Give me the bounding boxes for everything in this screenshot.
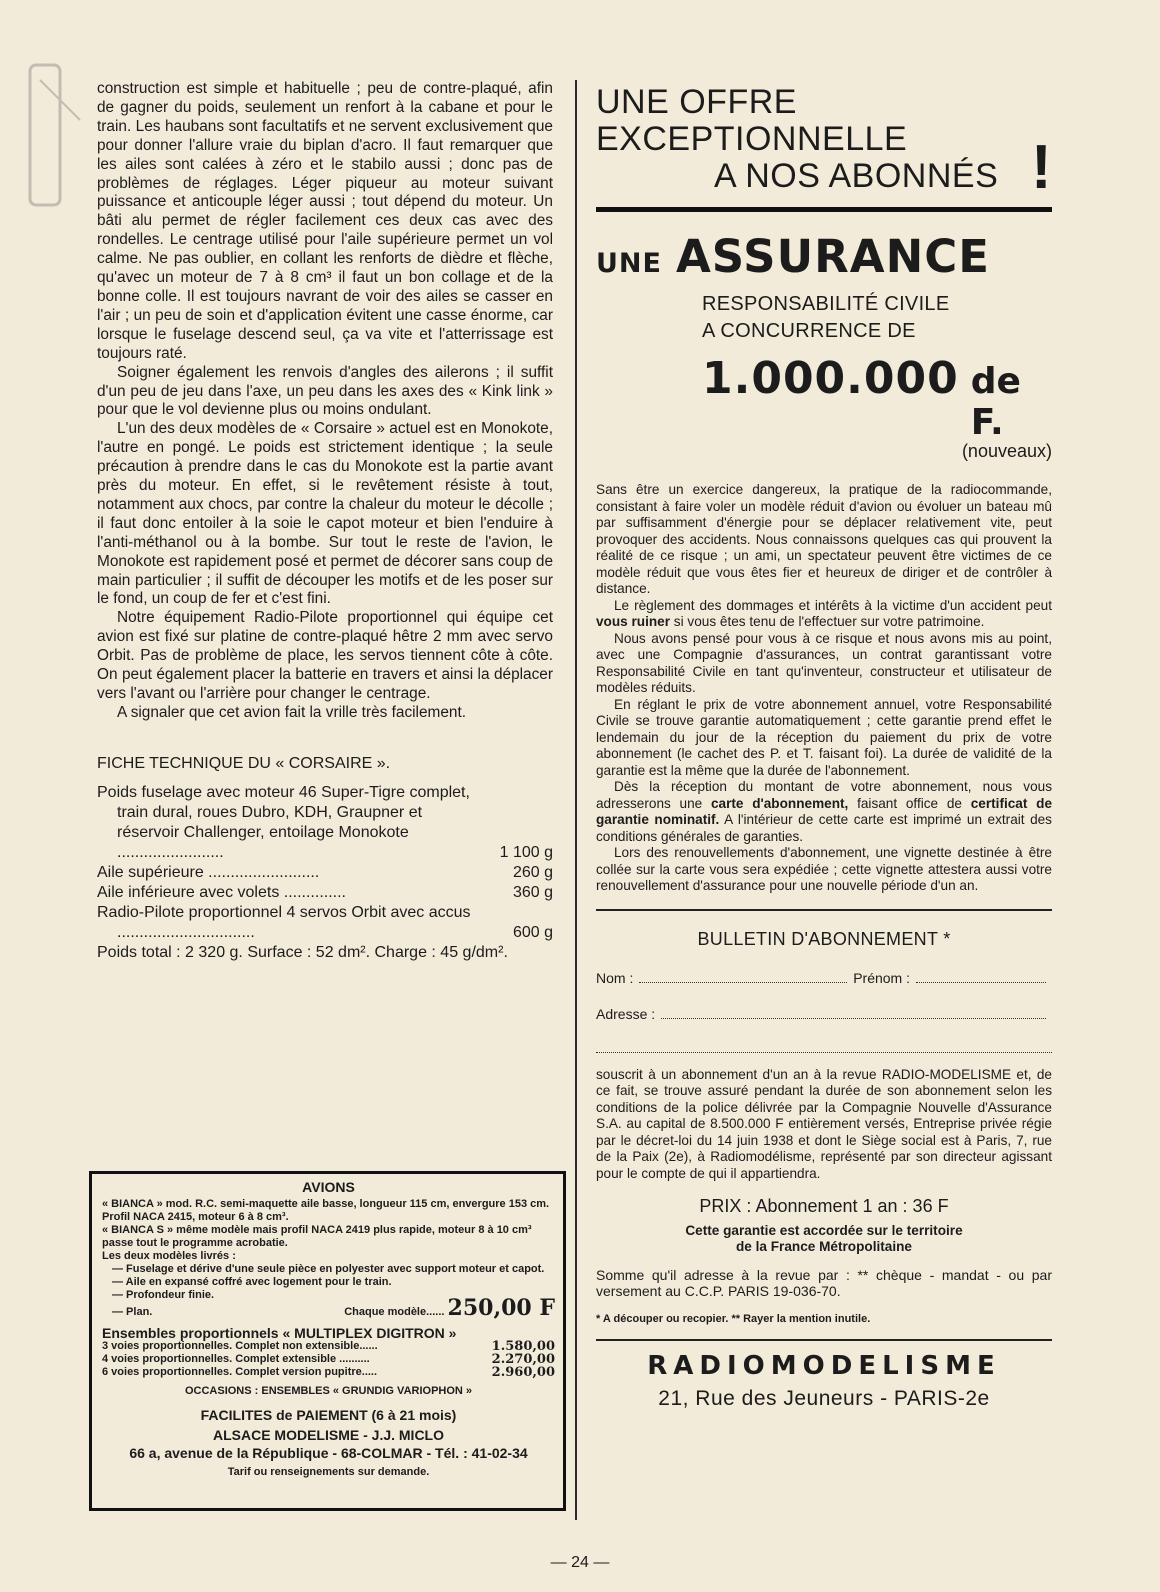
spec-value: 600 g: [512, 923, 553, 941]
ensemble-row: [102, 1353, 555, 1366]
spec-value: 1 100 g: [499, 843, 553, 861]
address-row: [596, 1006, 1052, 1022]
offer-paragraph: Lors des renouvellements d'abonnement, une vignette destinée à être collée sur la carte vous sera expédiée ; cette vignette attestera aussi votre renouvellement d'assurance pour une nouvelle période d'un an.: [596, 845, 1052, 893]
ad-item: — Aile en expansé coffré avec logement pour le train.: [112, 1276, 392, 1288]
nom-label: Nom :: [596, 969, 634, 986]
offer-line: A NOS ABONNÉS: [714, 157, 999, 195]
offer-heading: [596, 84, 1052, 195]
assurance-une: UNE: [596, 248, 662, 279]
nom-field[interactable]: [639, 982, 847, 983]
ad-item: — Fuselage et dérive d'une seule pièce en polyester avec support moteur et capot.: [112, 1263, 545, 1275]
adresse-field[interactable]: [661, 1018, 1046, 1019]
ad-price: 250,00 F: [447, 1295, 555, 1321]
spec-list: [97, 783, 553, 963]
garantie-line: Cette garantie est accordée sur le territoire: [685, 1223, 963, 1238]
ad-item: — Profondeur finie.: [112, 1289, 215, 1301]
responsabilite-text: [596, 291, 1052, 345]
offer-paragraph: Nous avons pensé pour vous à ce risque et nous avons mis au point, avec une Compagnie d'assurances, un contrat garantissant votre Responsabilité Civile en tant qu'inventeur, constructeur et utilisateur de modèles réduits.: [596, 630, 1052, 695]
bulletin-title: BULLETIN D'ABONNEMENT *: [697, 928, 951, 949]
text-run: faisant office de: [848, 795, 971, 811]
spec-value: 260 g: [512, 863, 553, 881]
text-run-bold: carte d'abonnement,: [710, 795, 849, 811]
amount-currency: de F.: [970, 361, 1021, 443]
publisher-address: 21, Rue des Jeuneurs - PARIS-2e: [658, 1387, 990, 1410]
offer-paragraph: [596, 598, 1052, 631]
spec-total: Poids total : 2 320 g. Surface : 52 dm². Charge : 45 g/dm².: [97, 943, 508, 961]
ensemble-price: 1.580,00: [491, 1339, 555, 1354]
ad-occasions: OCCASIONS : ENSEMBLES « GRUNDIG VARIOPHON »: [184, 1385, 473, 1397]
offer-paragraph: En réglant le prix de votre abonnement annuel, votre Responsabilité Civile se trouve garantie automatiquement ; cette garantie prend effet le lendemain du jour de la réception du paiement du prix de votre abonnement (le cachet des P. et T. faisant foi). La durée de validité de la garantie est la même que la durée de l'abonnement.: [596, 696, 1052, 778]
assurance-heading: [596, 230, 1052, 283]
offer-line: UNE OFFRE: [596, 83, 797, 121]
ensemble-label: 4 voies proportionnelles. Complet extensible ..........: [102, 1353, 370, 1365]
assurance-word: ASSURANCE: [675, 230, 991, 283]
publisher-name: RADIOMODELISME: [647, 1351, 1001, 1381]
ad-shop-address: 66 a, avenue de la République - 68-COLMAR - Tél. : 41-02-34: [129, 1445, 528, 1461]
amount: [596, 353, 1052, 443]
avions-advertisement: [89, 1171, 566, 1511]
ensembles-title: Ensembles proportionnels « MULTIPLEX DIGITRON »: [102, 1325, 457, 1341]
page-number: — 24 —: [550, 1554, 610, 1571]
ad-line: « BIANCA » mod. R.C. semi-maquette aile basse, longueur 115 cm, envergure 153 cm. Profil NACA 2415, moteur 6 à 8 cm³.: [102, 1198, 550, 1223]
ad-line: Les deux modèles livrés :: [102, 1250, 236, 1262]
body-paragraph: Notre équipement Radio-Pilote proportionnel qui équipe cet avion est fixé sur platine de contre-plaqué hêtre 2 mm avec servo Orbit. Pas de problème de place, les servos tiennent côte à côte. On peut également placer la batterie en travers et ainsi la déplacer vers l'avant ou l'arrière pour changer le centrage.: [97, 609, 553, 702]
spec-row: [97, 883, 553, 903]
fiche-title: FICHE TECHNIQUE DU « CORSAIRE ».: [97, 754, 391, 772]
text-run-bold: certificat de garantie nominatif.: [596, 795, 1053, 827]
text-run: Dès la réception du montant de votre abonnement, nous vous adresserons une: [596, 779, 1052, 811]
body-paragraph: A signaler que cet avion fait la vrille très facilement.: [117, 703, 467, 721]
heading-rule: [596, 207, 1052, 212]
amount-number: 1.000.000: [702, 353, 959, 404]
spec-label: Aile inférieure avec volets ..............: [97, 883, 346, 901]
exclamation-mark: !: [1031, 133, 1052, 202]
scanner-thumb-mark: [20, 60, 90, 210]
footer-rule: [596, 1339, 1052, 1341]
name-row: [596, 970, 1052, 986]
ad-title: AVIONS: [302, 1179, 355, 1195]
spec-label: Aile supérieure .........................: [97, 863, 320, 881]
text-run: Le règlement des dommages et intérêts à la victime d'un accident peut: [614, 597, 1052, 613]
ad-chaque-label: Chaque modèle......: [344, 1306, 445, 1318]
ensemble-row: [102, 1340, 555, 1353]
ensemble-row: [102, 1366, 555, 1379]
souscrit-text: souscrit à un abonnement d'un an à la revue RADIO-MODELISME et, de ce fait, se trouve assuré pendant la durée de son abonnement selon les conditions de la police délivrée par la Compagnie Nouvelle d'Assurance S.A. au capital de 8.500.000 F entièrement versés, Entreprise privée régie par le décret-loi du 14 juin 1938 et dont le Siège social est à Paris, 7, rue de la Paix (2e), à Radiomodélisme, représenté par son directeur agissant pour le compte de qui il appartiendra.: [596, 1066, 1052, 1181]
ad-chaque: [344, 1295, 555, 1321]
spec-row: [97, 783, 553, 863]
prenom-field[interactable]: [916, 982, 1046, 983]
garantie-line: de la France Métropolitaine: [735, 1239, 912, 1254]
prix-line: PRIX : Abonnement 1 an : 36 F: [699, 1196, 949, 1216]
amount-note: (nouveaux): [961, 441, 1052, 461]
text-run: A l'intérieur de cette carte est imprimé un extrait des conditions générales de garanties.: [596, 812, 1052, 844]
adresse-label: Adresse :: [596, 1005, 656, 1022]
ad-tarif: Tarif ou renseignements sur demande.: [227, 1466, 430, 1478]
body-paragraph: Soigner également les renvois d'angles des ailerons ; il suffit d'un peu de jeu dans l'axe, un peu dans les axes des « Kink link » pour que le vol devienne plus ou moins ondulant.: [97, 363, 553, 419]
somme-text: Somme qu'il adresse à la revue par : ** chèque - mandat - ou par versement au C.C.P. PARIS 19-036-70.: [596, 1267, 1052, 1299]
ensemble-price: 2.960,00: [491, 1365, 555, 1380]
garantie-text: [596, 1223, 1052, 1255]
resp-line: RESPONSABILITÉ CIVILE: [702, 293, 950, 315]
offer-line: EXCEPTIONNELLE: [596, 120, 908, 158]
offer-paragraph: [596, 779, 1052, 845]
resp-line: A CONCURRENCE DE: [702, 320, 916, 342]
spec-row: [97, 863, 553, 883]
adresse-field-line2[interactable]: [596, 1052, 1052, 1053]
spec-label: Poids fuselage avec moteur 46 Super-Tigre complet, train dural, roues Dubro, KDH, Graupner et réservoir Challenger, entoilage Monokote ........................: [97, 783, 470, 861]
ad-facilites: FACILITES de PAIEMENT (6 à 21 mois): [200, 1407, 457, 1423]
body-paragraph: L'un des deux modèles de « Corsaire » actuel est en Monokote, l'autre en pongé. Le poids est strictement identique ; la seule précaution à prendre dans le cas du Monokote est la partie avant près du moteur. En effet, si le revêtement résiste à tout, notamment aux chocs, par contre la chaleur du moteur le décolle ; il faut donc entoiler à la soie le capot moteur et bien l'enduire à l'anti-méthanol ou à la bombe. Sur tout le reste de l'avion, le Monokote est rapidement posé et permet de décorer sans coup de main particulier ; il suffit de découper les motifs et de les poser sur le fond, un coup de fer et c'est fini.: [97, 420, 553, 608]
ensemble-label: 6 voies proportionnelles. Complet version pupitre.....: [102, 1366, 378, 1378]
column-divider: [575, 80, 577, 1520]
ad-item: — Plan.: [112, 1306, 153, 1318]
offer-paragraph: Sans être un exercice dangereux, la pratique de la radiocommande, consistant à faire voler un modèle réduit d'avion ou évoluer un bateau mû par suffisamment d'énergie pour se déplacer relativement vite, peut provoquer des accidents. Nous connaissons quelques cas qui prouvent la réalité de ce risque ; un ami, un spectateur peuvent être victimes de ce modèle réduit que vous êtes fier et heureux de diriger et de contrôler à distance.: [596, 482, 1052, 596]
bulletin-rule: [596, 909, 1052, 911]
ad-shop-name: ALSACE MODELISME - J.J. MICLO: [212, 1427, 444, 1443]
spec-row: [97, 903, 553, 943]
spec-value: 360 g: [512, 883, 553, 901]
footnote: * A découper ou recopier. ** Rayer la mention inutile.: [596, 1313, 871, 1325]
body-paragraph: construction est simple et habituelle ; peu de contre-plaqué, afin de gagner du poids, seulement un renfort à la cabane et pour le train. Les haubans sont facultatifs et ne servent exclusivement que pour donner l'allure vraie du biplan d'acro. Il faut remarquer que les ailes sont calées à zéro et le stabilo aussi ; donc pas de problèmes de réglages. Léger piqueur au moteur suivant puissance et anticouple léger aussi ; tout dépend du moteur. Un bâti alu permet de régler facilement ces deux cas avec des rondelles. Le centrage utilisé pour l'aile supérieure permet un vol calme. Ne pas oublier, en collant les renforts de dièdre et flèche, qu'avec un moteur de 7 à 8 cm³ il faut un bon collage et de la bonne colle. Il est toujours navrant de voir des ailes se casser en l'air ; un peu de soin et d'application évitent une casse énorme, car lorsque le fuselage descend seul, ça va vite et l'atterrissage est toujours raté.: [97, 80, 553, 362]
ensemble-label: 3 voies proportionnelles. Complet non extensible......: [102, 1340, 378, 1352]
ensemble-price: 2.270,00: [491, 1352, 555, 1367]
prenom-label: Prénom :: [853, 969, 910, 986]
ad-line: « BIANCA S » même modèle mais profil NACA 2419 plus rapide, moteur 8 à 10 cm³ passe tout le programme acrobatie.: [102, 1224, 532, 1249]
text-run: si vous êtes tenu de l'effectuer sur votre patrimoine.: [670, 614, 985, 629]
spec-label: Radio-Pilote proportionnel 4 servos Orbit avec accus ...............................: [97, 903, 471, 941]
left-column: [97, 80, 553, 963]
right-column: [596, 84, 1052, 1411]
text-run-bold: vous ruiner: [596, 614, 671, 629]
